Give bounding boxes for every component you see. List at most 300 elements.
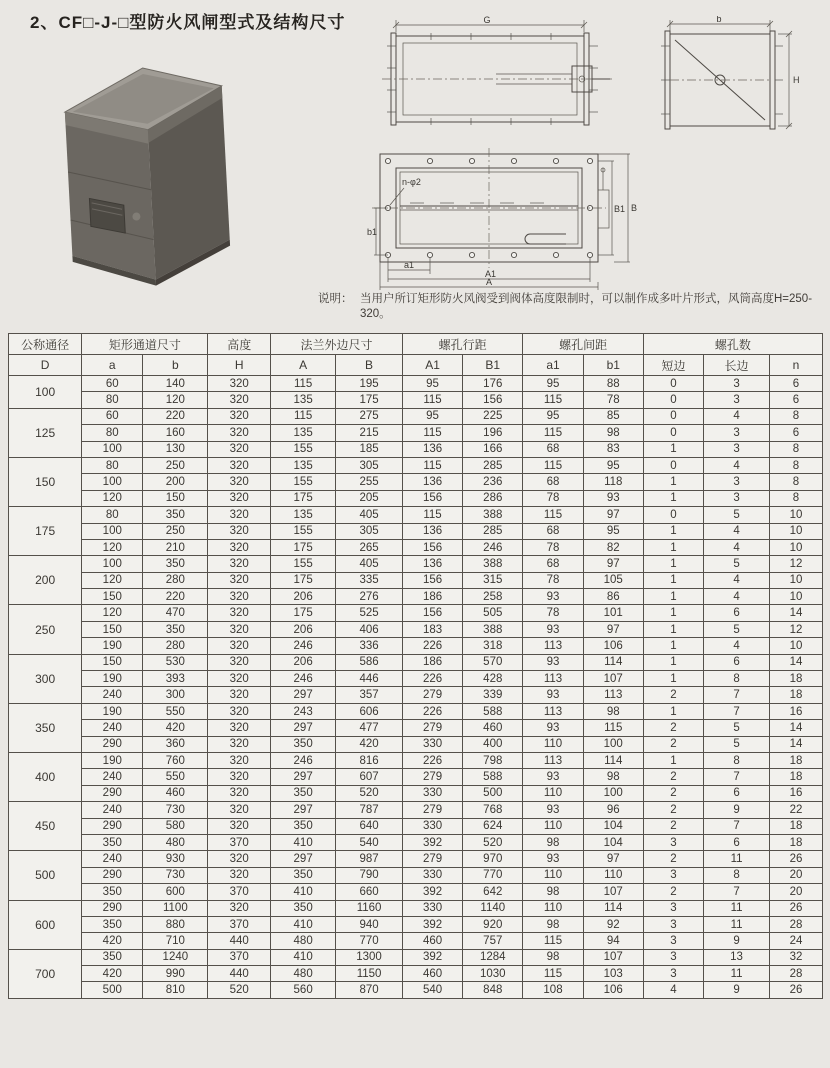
spec-cell: 100 — [82, 523, 143, 539]
spec-cell: 150 — [82, 654, 143, 670]
spec-cell: 155 — [271, 556, 336, 572]
table-row — [9, 441, 823, 457]
table-row — [9, 720, 823, 736]
spec-cell: 730 — [143, 802, 208, 818]
spec-cell: 93 — [583, 490, 643, 506]
spec-cell: 3 — [704, 474, 770, 490]
spec-cell: 276 — [336, 589, 403, 605]
spec-cell: 110 — [523, 818, 583, 834]
spec-cell: 10 — [770, 589, 823, 605]
spec-cell: 440 — [208, 933, 271, 949]
subheader-a1: a1 — [523, 355, 583, 376]
spec-cell: 640 — [336, 818, 403, 834]
subheader-B1: B1 — [463, 355, 523, 376]
spec-cell: 460 — [402, 966, 462, 982]
spec-cell: 279 — [402, 720, 462, 736]
spec-cell: 1 — [643, 671, 703, 687]
spec-cell: 0 — [643, 408, 703, 424]
spec-cell: 320 — [208, 703, 271, 719]
spec-cell: 580 — [143, 818, 208, 834]
spec-cell: 320 — [208, 556, 271, 572]
table-row — [9, 523, 823, 539]
spec-cell: 480 — [271, 933, 336, 949]
spec-cell: 156 — [402, 490, 462, 506]
spec-cell: 115 — [523, 425, 583, 441]
spec-cell: 110 — [523, 900, 583, 916]
spec-cell: 320 — [208, 785, 271, 801]
spec-cell: 11 — [704, 851, 770, 867]
spec-cell: 12 — [770, 556, 823, 572]
spec-table — [8, 333, 823, 999]
spec-cell: 26 — [770, 900, 823, 916]
spec-cell: 940 — [336, 916, 403, 932]
spec-cell: 870 — [336, 982, 403, 998]
header-flange-size: 法兰外边尺寸 — [271, 334, 403, 355]
spec-cell: 290 — [82, 818, 143, 834]
spec-cell: 642 — [463, 884, 523, 900]
spec-cell: 405 — [336, 556, 403, 572]
spec-cell: 2 — [643, 736, 703, 752]
spec-cell: 1 — [643, 539, 703, 555]
spec-cell: 500 — [463, 785, 523, 801]
spec-cell: 848 — [463, 982, 523, 998]
spec-cell: 320 — [208, 900, 271, 916]
spec-cell: 113 — [583, 687, 643, 703]
spec-cell: 357 — [336, 687, 403, 703]
spec-cell: 279 — [402, 802, 462, 818]
spec-table-header — [9, 334, 823, 376]
spec-cell: 330 — [402, 736, 462, 752]
subheader-long-side: 长边 — [704, 355, 770, 376]
spec-cell: 339 — [463, 687, 523, 703]
spec-cell: 320 — [208, 818, 271, 834]
spec-cell: 88 — [583, 376, 643, 392]
spec-cell: 550 — [143, 703, 208, 719]
spec-cell: 1 — [643, 638, 703, 654]
spec-cell: 320 — [208, 457, 271, 473]
spec-cell: 460 — [143, 785, 208, 801]
page-title: 2、CF□-J-□型防火风闸型式及结构尺寸 — [30, 13, 346, 32]
spec-cell: 110 — [523, 736, 583, 752]
spec-cell: 107 — [583, 671, 643, 687]
spec-cell: 350 — [82, 884, 143, 900]
spec-cell: 68 — [523, 523, 583, 539]
spec-cell: 93 — [523, 720, 583, 736]
subheader-n: n — [770, 355, 823, 376]
spec-cell: 1140 — [463, 900, 523, 916]
spec-cell: 2 — [643, 720, 703, 736]
spec-cell: 1 — [643, 589, 703, 605]
spec-cell: 500 — [82, 982, 143, 998]
spec-cell: 370 — [208, 884, 271, 900]
spec-cell: 93 — [523, 769, 583, 785]
spec-cell: 183 — [402, 621, 462, 637]
spec-cell: 85 — [583, 408, 643, 424]
spec-cell: 787 — [336, 802, 403, 818]
spec-cell: 285 — [463, 457, 523, 473]
table-row — [9, 834, 823, 850]
spec-cell: 135 — [271, 457, 336, 473]
spec-cell: 1 — [643, 752, 703, 768]
spec-cell: 18 — [770, 671, 823, 687]
note-label: 说明： — [318, 293, 353, 305]
spec-cell: 320 — [208, 638, 271, 654]
spec-cell: 3 — [643, 966, 703, 982]
spec-cell: 388 — [463, 621, 523, 637]
spec-cell: 477 — [336, 720, 403, 736]
spec-cell: 5 — [704, 736, 770, 752]
spec-cell: 410 — [271, 949, 336, 965]
spec-cell: 405 — [336, 507, 403, 523]
spec-cell: 8 — [770, 441, 823, 457]
spec-cell: 110 — [523, 867, 583, 883]
note-text: 当用户所订矩形防火风阀受到阀体高度限制时，可以制作成多叶片形式，风筒高度H=250-320。 — [360, 293, 813, 320]
spec-cell: 115 — [271, 376, 336, 392]
spec-cell: 11 — [704, 966, 770, 982]
subheader-B: B — [336, 355, 403, 376]
subheader-A1: A1 — [402, 355, 462, 376]
spec-cell: 9 — [704, 933, 770, 949]
table-row — [9, 539, 823, 555]
spec-cell: 350 — [82, 916, 143, 932]
spec-cell: 525 — [336, 605, 403, 621]
spec-cell: 550 — [143, 769, 208, 785]
spec-cell: 336 — [336, 638, 403, 654]
spec-cell: 115 — [271, 408, 336, 424]
spec-cell: 10 — [770, 638, 823, 654]
spec-cell: 246 — [271, 638, 336, 654]
spec-cell: 175 — [271, 490, 336, 506]
spec-cell: 4 — [704, 523, 770, 539]
spec-cell: 290 — [82, 785, 143, 801]
subheader-H: H — [208, 355, 271, 376]
spec-cell: 78 — [523, 605, 583, 621]
spec-cell: 320 — [208, 589, 271, 605]
spec-cell: 60 — [82, 408, 143, 424]
spec-cell: 9 — [704, 982, 770, 998]
diameter-cell: 250 — [9, 605, 82, 654]
spec-cell: 388 — [463, 556, 523, 572]
table-row — [9, 490, 823, 506]
spec-cell: 120 — [82, 539, 143, 555]
spec-cell: 106 — [583, 982, 643, 998]
spec-cell: 185 — [336, 441, 403, 457]
spec-cell: 98 — [523, 916, 583, 932]
spec-cell: 1284 — [463, 949, 523, 965]
spec-cell: 790 — [336, 867, 403, 883]
spec-cell: 420 — [82, 966, 143, 982]
spec-cell: 1 — [643, 474, 703, 490]
spec-cell: 11 — [704, 916, 770, 932]
spec-cell: 93 — [523, 621, 583, 637]
spec-cell: 7 — [704, 884, 770, 900]
spec-cell: 226 — [402, 638, 462, 654]
spec-cell: 320 — [208, 752, 271, 768]
table-row — [9, 703, 823, 719]
spec-cell: 243 — [271, 703, 336, 719]
spec-cell: 98 — [523, 834, 583, 850]
spec-cell: 115 — [402, 392, 462, 408]
spec-cell: 330 — [402, 785, 462, 801]
spec-cell: 6 — [704, 834, 770, 850]
spec-cell: 428 — [463, 671, 523, 687]
spec-cell: 320 — [208, 376, 271, 392]
spec-cell: 186 — [402, 654, 462, 670]
spec-cell: 4 — [704, 457, 770, 473]
spec-cell: 6 — [704, 654, 770, 670]
spec-table-body — [9, 376, 823, 999]
spec-cell: 5 — [704, 556, 770, 572]
spec-cell: 3 — [704, 376, 770, 392]
spec-cell: 114 — [583, 654, 643, 670]
spec-cell: 18 — [770, 687, 823, 703]
spec-cell: 115 — [402, 425, 462, 441]
spec-cell: 370 — [208, 834, 271, 850]
spec-cell: 95 — [583, 523, 643, 539]
spec-cell: 107 — [583, 949, 643, 965]
spec-cell: 12 — [770, 621, 823, 637]
spec-cell: 315 — [463, 572, 523, 588]
spec-cell: 265 — [336, 539, 403, 555]
spec-cell: 2 — [643, 851, 703, 867]
header-nominal-diameter: 公称通径 — [9, 334, 82, 355]
spec-cell: 320 — [208, 408, 271, 424]
spec-cell: 370 — [208, 916, 271, 932]
spec-cell: 1300 — [336, 949, 403, 965]
spec-cell: 155 — [271, 523, 336, 539]
spec-cell: 3 — [643, 834, 703, 850]
table-row — [9, 933, 823, 949]
header-height: 高度 — [208, 334, 271, 355]
spec-cell: 1 — [643, 654, 703, 670]
spec-cell: 205 — [336, 490, 403, 506]
dim-A1-label: A1 — [485, 269, 497, 279]
spec-cell: 104 — [583, 818, 643, 834]
spec-cell: 350 — [271, 736, 336, 752]
spec-cell: 156 — [463, 392, 523, 408]
spec-cell: 93 — [523, 851, 583, 867]
spec-cell: 297 — [271, 851, 336, 867]
spec-cell: 22 — [770, 802, 823, 818]
table-row — [9, 671, 823, 687]
spec-cell: 710 — [143, 933, 208, 949]
spec-cell: 9 — [704, 802, 770, 818]
spec-cell: 95 — [523, 408, 583, 424]
dim-B1-label: B1 — [614, 204, 626, 214]
spec-cell: 1 — [643, 703, 703, 719]
table-row — [9, 572, 823, 588]
diameter-cell: 150 — [9, 457, 82, 506]
spec-cell: 107 — [583, 884, 643, 900]
spec-cell: 280 — [143, 572, 208, 588]
spec-cell: 68 — [523, 556, 583, 572]
spec-cell: 106 — [583, 638, 643, 654]
table-row — [9, 752, 823, 768]
spec-cell: 8 — [704, 671, 770, 687]
spec-cell: 987 — [336, 851, 403, 867]
spec-cell: 240 — [82, 687, 143, 703]
spec-cell: 150 — [82, 589, 143, 605]
spec-cell: 78 — [523, 572, 583, 588]
spec-cell: 115 — [523, 933, 583, 949]
spec-cell: 335 — [336, 572, 403, 588]
table-row — [9, 900, 823, 916]
spec-cell: 206 — [271, 654, 336, 670]
header-hole-count: 螺孔数 — [643, 334, 822, 355]
spec-cell: 113 — [523, 752, 583, 768]
spec-cell: 330 — [402, 900, 462, 916]
spec-cell: 5 — [704, 621, 770, 637]
spec-cell: 305 — [336, 523, 403, 539]
spec-cell: 460 — [463, 720, 523, 736]
spec-cell: 410 — [271, 916, 336, 932]
spec-cell: 190 — [82, 671, 143, 687]
spec-cell: 155 — [271, 474, 336, 490]
table-row — [9, 785, 823, 801]
spec-cell: 320 — [208, 720, 271, 736]
spec-cell: 113 — [523, 671, 583, 687]
spec-cell: 8 — [770, 490, 823, 506]
spec-cell: 115 — [523, 457, 583, 473]
spec-cell: 136 — [402, 474, 462, 490]
spec-cell: 110 — [523, 785, 583, 801]
spec-cell: 318 — [463, 638, 523, 654]
spec-cell: 93 — [523, 802, 583, 818]
spec-cell: 115 — [523, 966, 583, 982]
table-row — [9, 687, 823, 703]
spec-cell: 460 — [402, 933, 462, 949]
spec-cell: 350 — [271, 867, 336, 883]
spec-cell: 798 — [463, 752, 523, 768]
spec-cell: 279 — [402, 851, 462, 867]
diameter-cell: 700 — [9, 949, 82, 998]
spec-cell: 120 — [82, 490, 143, 506]
table-row — [9, 474, 823, 490]
subheader-a: a — [82, 355, 143, 376]
spec-cell: 2 — [643, 818, 703, 834]
diameter-cell: 400 — [9, 752, 82, 801]
table-row — [9, 654, 823, 670]
spec-cell: 1240 — [143, 949, 208, 965]
spec-cell: 320 — [208, 867, 271, 883]
spec-cell: 135 — [271, 392, 336, 408]
spec-cell: 320 — [208, 736, 271, 752]
spec-cell: 13 — [704, 949, 770, 965]
table-row — [9, 425, 823, 441]
spec-cell: 3 — [643, 916, 703, 932]
table-row — [9, 507, 823, 523]
spec-cell: 220 — [143, 589, 208, 605]
spec-cell: 1 — [643, 621, 703, 637]
spec-cell: 470 — [143, 605, 208, 621]
table-row — [9, 556, 823, 572]
spec-cell: 297 — [271, 769, 336, 785]
spec-cell: 150 — [143, 490, 208, 506]
spec-cell: 97 — [583, 556, 643, 572]
spec-cell: 226 — [402, 752, 462, 768]
spec-cell: 115 — [523, 507, 583, 523]
subheader-A: A — [271, 355, 336, 376]
spec-cell: 0 — [643, 457, 703, 473]
spec-cell: 115 — [402, 507, 462, 523]
spec-cell: 570 — [463, 654, 523, 670]
spec-cell: 26 — [770, 851, 823, 867]
spec-cell: 279 — [402, 687, 462, 703]
spec-cell: 990 — [143, 966, 208, 982]
spec-cell: 78 — [523, 490, 583, 506]
spec-cell: 1 — [643, 490, 703, 506]
spec-cell: 406 — [336, 621, 403, 637]
spec-cell: 14 — [770, 736, 823, 752]
spec-cell: 8 — [770, 457, 823, 473]
spec-cell: 2 — [643, 802, 703, 818]
diameter-cell: 350 — [9, 703, 82, 752]
spec-cell: 320 — [208, 474, 271, 490]
spec-cell: 78 — [523, 539, 583, 555]
spec-cell: 136 — [402, 441, 462, 457]
spec-cell: 200 — [143, 474, 208, 490]
spec-cell: 95 — [583, 457, 643, 473]
spec-cell: 14 — [770, 605, 823, 621]
spec-cell: 96 — [583, 802, 643, 818]
spec-cell: 20 — [770, 884, 823, 900]
spec-cell: 97 — [583, 851, 643, 867]
spec-cell: 1100 — [143, 900, 208, 916]
spec-cell: 32 — [770, 949, 823, 965]
spec-cell: 540 — [336, 834, 403, 850]
spec-cell: 220 — [143, 408, 208, 424]
spec-cell: 350 — [82, 949, 143, 965]
spec-cell: 2 — [643, 769, 703, 785]
spec-cell: 816 — [336, 752, 403, 768]
spec-cell: 94 — [583, 933, 643, 949]
spec-cell: 118 — [583, 474, 643, 490]
spec-cell: 95 — [523, 376, 583, 392]
spec-cell: 920 — [463, 916, 523, 932]
spec-cell: 195 — [336, 376, 403, 392]
spec-cell: 320 — [208, 392, 271, 408]
spec-cell: 176 — [463, 376, 523, 392]
spec-cell: 190 — [82, 752, 143, 768]
spec-cell: 80 — [82, 392, 143, 408]
spec-cell: 246 — [463, 539, 523, 555]
spec-cell: 970 — [463, 851, 523, 867]
spec-cell: 3 — [643, 949, 703, 965]
spec-cell: 97 — [583, 507, 643, 523]
table-row — [9, 408, 823, 424]
spec-cell: 108 — [523, 982, 583, 998]
spec-cell: 420 — [82, 933, 143, 949]
spec-cell: 440 — [208, 966, 271, 982]
spec-cell: 1 — [643, 556, 703, 572]
spec-cell: 2 — [643, 884, 703, 900]
spec-cell: 2 — [643, 687, 703, 703]
spec-cell: 240 — [82, 720, 143, 736]
spec-cell: 420 — [336, 736, 403, 752]
spec-cell: 175 — [271, 539, 336, 555]
spec-cell: 930 — [143, 851, 208, 867]
spec-cell: 68 — [523, 474, 583, 490]
spec-cell: 520 — [208, 982, 271, 998]
spec-cell: 388 — [463, 507, 523, 523]
spec-cell: 136 — [402, 523, 462, 539]
spec-cell: 166 — [463, 441, 523, 457]
table-row — [9, 867, 823, 883]
spec-cell: 206 — [271, 589, 336, 605]
spec-cell: 393 — [143, 671, 208, 687]
diameter-cell: 300 — [9, 654, 82, 703]
spec-cell: 520 — [336, 785, 403, 801]
